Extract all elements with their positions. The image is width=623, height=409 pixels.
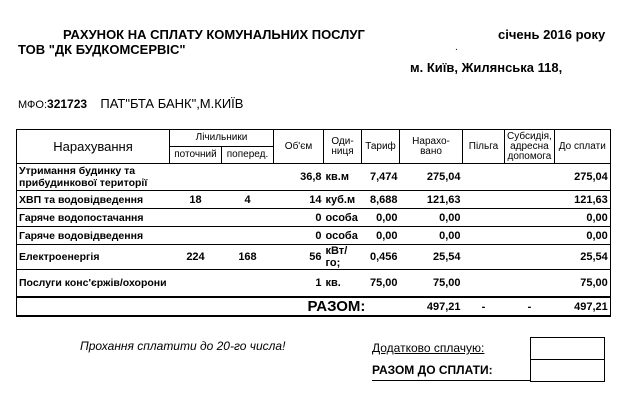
table-row	[17, 164, 611, 191]
cell-current: 224	[170, 245, 222, 270]
cell-name: Гаряче водопостачання	[17, 209, 170, 227]
total-due-field[interactable]	[530, 359, 605, 382]
cell-unit: кв.м	[324, 164, 362, 191]
header-to-pay: До сплати	[554, 130, 610, 164]
payment-note: Прохання сплатити до 20-го числа!	[80, 339, 286, 353]
cell-tariff: 8,688	[362, 191, 400, 209]
cell-volume: 56	[274, 245, 324, 270]
cell-charged: 0,00	[400, 227, 463, 245]
cell-subsidy	[505, 209, 555, 227]
cell-benefit	[463, 209, 505, 227]
extra-payment-label: Додатково сплачую:	[372, 341, 485, 355]
cell-unit: куб.м	[324, 191, 362, 209]
cell-volume: 1	[274, 270, 324, 298]
cell-tariff: 75,00	[362, 270, 400, 298]
cell-current	[170, 209, 222, 227]
total-row	[17, 297, 611, 316]
cell-current	[170, 227, 222, 245]
cell-tariff: 0,00	[362, 227, 400, 245]
cell-benefit	[463, 227, 505, 245]
total-due-label: РАЗОМ ДО СПЛАТИ:	[372, 363, 493, 377]
cell-subsidy	[505, 270, 555, 298]
total-subsidy: -	[505, 297, 555, 316]
cell-benefit	[463, 270, 505, 298]
table-row	[17, 270, 611, 298]
cell-tariff: 0,456	[362, 245, 400, 270]
cell-charged: 275,04	[400, 164, 463, 191]
cell-benefit	[463, 191, 505, 209]
bank-name: ПАТ"БТА БАНК",М.КИЇВ	[100, 96, 244, 111]
total-due-underline	[372, 380, 530, 381]
cell-name: Гаряче водовідведення	[17, 227, 170, 245]
cell-volume: 0	[274, 209, 324, 227]
header-current: поточний	[170, 147, 222, 164]
cell-name: ХВП та водовідведення	[17, 191, 170, 209]
header-dot: .	[455, 42, 458, 53]
cell-previous	[222, 227, 274, 245]
total-charged: 497,21	[400, 297, 463, 316]
cell-to-pay: 75,00	[554, 270, 610, 298]
cell-current: 18	[170, 191, 222, 209]
cell-to-pay: 25,54	[554, 245, 610, 270]
header-previous: поперед.	[222, 147, 274, 164]
cell-current	[170, 270, 222, 298]
extra-payment-field[interactable]	[530, 337, 605, 360]
table-row	[17, 209, 611, 227]
cell-to-pay: 0,00	[554, 227, 610, 245]
cell-subsidy	[505, 245, 555, 270]
cell-charged: 0,00	[400, 209, 463, 227]
total-to-pay: 497,21	[554, 297, 610, 316]
cell-subsidy	[505, 227, 555, 245]
header-service: Нарахування	[17, 130, 170, 164]
cell-charged: 121,63	[400, 191, 463, 209]
cell-unit: особа	[324, 227, 362, 245]
table-row	[17, 245, 611, 270]
cell-to-pay: 121,63	[554, 191, 610, 209]
cell-charged: 25,54	[400, 245, 463, 270]
table-row	[17, 227, 611, 245]
cell-tariff: 7,474	[362, 164, 400, 191]
cell-name: Утримання будинку та прибудинкової території	[17, 164, 170, 191]
header-tariff: Тариф	[362, 130, 400, 164]
cell-current	[170, 164, 222, 191]
header-charged: Нарахо-вано	[400, 130, 463, 164]
cell-to-pay: 275,04	[554, 164, 610, 191]
mfo-label: МФО:	[18, 99, 48, 111]
header-benefit: Пільга	[463, 130, 505, 164]
cell-subsidy	[505, 164, 555, 191]
cell-name: Електроенергія	[17, 245, 170, 270]
charges-table	[16, 129, 611, 317]
cell-previous	[222, 209, 274, 227]
header-subsidy: Субсидія, адресна допомога	[505, 130, 555, 164]
company-name: ТОВ "ДК БУДКОМСЕРВІС"	[18, 42, 186, 57]
cell-to-pay: 0,00	[554, 209, 610, 227]
billing-period: січень 2016 року	[498, 27, 606, 42]
cell-previous	[222, 270, 274, 298]
company-address: м. Київ, Жилянська 118,	[410, 60, 563, 75]
cell-benefit	[463, 245, 505, 270]
header-meters: Лічильники	[170, 130, 274, 147]
header-volume: Об'єм	[274, 130, 324, 164]
bank-details	[18, 96, 243, 111]
cell-name: Послуги конс'єржів/охорони	[17, 270, 170, 298]
total-label: РАЗОМ:	[274, 297, 400, 316]
cell-benefit	[463, 164, 505, 191]
total-benefit: -	[463, 297, 505, 316]
cell-previous: 4	[222, 191, 274, 209]
cell-volume: 0	[274, 227, 324, 245]
cell-previous	[222, 164, 274, 191]
cell-unit: особа	[324, 209, 362, 227]
cell-previous: 168	[222, 245, 274, 270]
cell-unit: кВт/го;	[324, 245, 362, 270]
cell-subsidy	[505, 191, 555, 209]
cell-volume: 14	[274, 191, 324, 209]
mfo-value: 321723	[47, 97, 88, 111]
header-unit: Оди-ниця	[324, 130, 362, 164]
cell-tariff: 0,00	[362, 209, 400, 227]
cell-volume: 36,8	[274, 164, 324, 191]
cell-unit: кв.	[324, 270, 362, 298]
cell-charged: 75,00	[400, 270, 463, 298]
table-row	[17, 191, 611, 209]
bill-title: РАХУНОК НА СПЛАТУ КОМУНАЛЬНИХ ПОСЛУГ	[63, 27, 365, 42]
